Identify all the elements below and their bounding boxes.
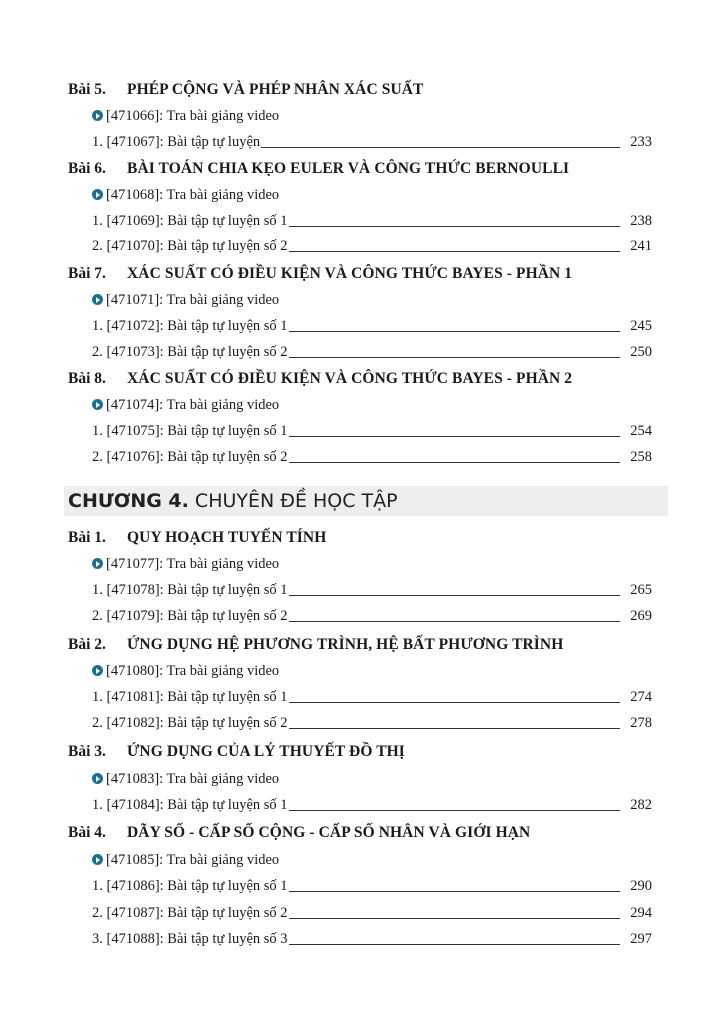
toc-entry[interactable] — [92, 211, 652, 231]
page-number: 282 — [630, 797, 652, 813]
entry-label: 1. [471067]: Bài tập tự luyện — [92, 134, 261, 150]
video-link[interactable] — [92, 185, 279, 205]
page-number: 254 — [630, 423, 652, 439]
chapter-heading — [64, 486, 668, 516]
video-link[interactable] — [92, 106, 279, 126]
dot-leader — [289, 594, 620, 596]
page-number: 258 — [630, 449, 652, 465]
entry-label: 1. [471081]: Bài tập tự luyện số 1 — [92, 689, 288, 705]
lesson-heading — [68, 263, 684, 285]
play-icon — [92, 294, 103, 305]
entry-label: 2. [471079]: Bài tập tự luyện số 2 — [92, 608, 288, 624]
toc-entry[interactable] — [92, 447, 652, 467]
toc-entry[interactable] — [92, 580, 652, 600]
lesson-number: Bài 5. — [68, 81, 106, 98]
video-link[interactable] — [92, 554, 279, 574]
lesson-title: ỨNG DỤNG CỦA LÝ THUYẾT ĐỒ THỊ — [127, 743, 405, 760]
page-number: 290 — [630, 878, 652, 894]
entry-label: 1. [471084]: Bài tập tự luyện số 1 — [92, 797, 288, 813]
video-link[interactable] — [92, 850, 279, 870]
toc-entry[interactable] — [92, 876, 652, 896]
chapter-title: CHUYÊN ĐỀ HỌC TẬP — [194, 490, 398, 512]
lesson-title: PHÉP CỘNG VÀ PHÉP NHÂN XÁC SUẤT — [127, 81, 424, 98]
dot-leader — [289, 890, 620, 892]
play-icon — [92, 189, 103, 200]
lesson-number: Bài 2. — [68, 636, 106, 653]
page-number: 274 — [630, 689, 652, 705]
entry-label: 2. [471082]: Bài tập tự luyện số 2 — [92, 715, 288, 731]
video-label: [471080]: Tra bài giảng video — [106, 663, 280, 679]
toc-entry[interactable] — [92, 316, 652, 336]
play-icon — [92, 110, 103, 121]
dot-leader — [289, 943, 620, 945]
lesson-heading — [68, 634, 684, 656]
dot-leader — [289, 435, 620, 437]
entry-label: 1. [471086]: Bài tập tự luyện số 1 — [92, 878, 288, 894]
dot-leader — [289, 917, 620, 919]
play-icon — [92, 399, 103, 410]
lesson-heading — [68, 79, 684, 101]
toc-entry[interactable] — [92, 132, 652, 152]
lesson-heading — [68, 368, 684, 390]
entry-label: 1. [471075]: Bài tập tự luyện số 1 — [92, 423, 288, 439]
entry-label: 2. [471076]: Bài tập tự luyện số 2 — [92, 449, 288, 465]
toc-entry[interactable] — [92, 713, 652, 733]
dot-leader — [261, 146, 620, 148]
video-label: [471074]: Tra bài giảng video — [106, 397, 280, 413]
play-icon — [92, 773, 103, 784]
toc-entry[interactable] — [92, 606, 652, 626]
video-link[interactable] — [92, 395, 279, 415]
lesson-title: XÁC SUẤT CÓ ĐIỀU KIỆN VÀ CÔNG THỨC BAYES - PHẦN 1 — [127, 265, 573, 282]
lesson-number: Bài 3. — [68, 743, 106, 760]
entry-label: 2. [471070]: Bài tập tự luyện số 2 — [92, 238, 288, 254]
lesson-heading — [68, 741, 684, 763]
lesson-title: XÁC SUẤT CÓ ĐIỀU KIỆN VÀ CÔNG THỨC BAYES - PHẦN 2 — [127, 370, 573, 387]
toc-entry[interactable] — [92, 795, 652, 815]
video-link[interactable] — [92, 661, 279, 681]
video-label: [471068]: Tra bài giảng video — [106, 187, 280, 203]
page-number: 245 — [630, 318, 652, 334]
dot-leader — [289, 620, 620, 622]
video-label: [471083]: Tra bài giảng video — [106, 771, 280, 787]
toc-entry[interactable] — [92, 421, 652, 441]
lesson-heading — [68, 822, 684, 844]
toc-entry[interactable] — [92, 236, 652, 256]
page-number: 278 — [630, 715, 652, 731]
video-label: [471066]: Tra bài giảng video — [106, 108, 280, 124]
dot-leader — [289, 727, 620, 729]
lesson-heading — [68, 527, 684, 549]
toc-entry[interactable] — [92, 929, 652, 949]
entry-label: 3. [471088]: Bài tập tự luyện số 3 — [92, 931, 288, 947]
lesson-title: ỨNG DỤNG HỆ PHƯƠNG TRÌNH, HỆ BẤT PHƯƠNG TRÌNH — [127, 636, 564, 653]
entry-label: 1. [471069]: Bài tập tự luyện số 1 — [92, 213, 288, 229]
lesson-number: Bài 4. — [68, 824, 106, 841]
page-number: 241 — [630, 238, 652, 254]
page-number: 238 — [630, 213, 652, 229]
entry-label: 2. [471073]: Bài tập tự luyện số 2 — [92, 344, 288, 360]
video-label: [471071]: Tra bài giảng video — [106, 292, 280, 308]
toc-entry[interactable] — [92, 687, 652, 707]
video-label: [471085]: Tra bài giảng video — [106, 852, 280, 868]
page-number: 233 — [630, 134, 652, 150]
lesson-number: Bài 1. — [68, 529, 106, 546]
entry-label: 1. [471078]: Bài tập tự luyện số 1 — [92, 582, 288, 598]
chapter-label: CHƯƠNG 4. — [68, 490, 189, 512]
lesson-number: Bài 6. — [68, 160, 106, 177]
page-number: 250 — [630, 344, 652, 360]
dot-leader — [289, 250, 620, 252]
lesson-heading — [68, 158, 684, 180]
page-number: 297 — [630, 931, 652, 947]
page-number: 269 — [630, 608, 652, 624]
lesson-title: QUY HOẠCH TUYẾN TÍNH — [127, 529, 327, 546]
dot-leader — [289, 461, 620, 463]
entry-label: 1. [471072]: Bài tập tự luyện số 1 — [92, 318, 288, 334]
dot-leader — [289, 809, 620, 811]
dot-leader — [289, 701, 620, 703]
play-icon — [92, 854, 103, 865]
play-icon — [92, 558, 103, 569]
video-link[interactable] — [92, 769, 279, 789]
video-label: [471077]: Tra bài giảng video — [106, 556, 280, 572]
page-number: 294 — [630, 905, 652, 921]
dot-leader — [289, 330, 620, 332]
page-number: 265 — [630, 582, 652, 598]
dot-leader — [289, 356, 620, 358]
dot-leader — [289, 225, 620, 227]
entry-label: 2. [471087]: Bài tập tự luyện số 2 — [92, 905, 288, 921]
video-link[interactable] — [92, 290, 279, 310]
play-icon — [92, 665, 103, 676]
lesson-number: Bài 8. — [68, 370, 106, 387]
lesson-title: DÃY SỐ - CẤP SỐ CỘNG - CẤP SỐ NHÂN VÀ GIỚI HẠN — [127, 824, 531, 841]
toc-entry[interactable] — [92, 903, 652, 923]
lesson-title: BÀI TOÁN CHIA KẸO EULER VÀ CÔNG THỨC BERNOULLI — [127, 160, 570, 177]
lesson-number: Bài 7. — [68, 265, 106, 282]
toc-entry[interactable] — [92, 342, 652, 362]
